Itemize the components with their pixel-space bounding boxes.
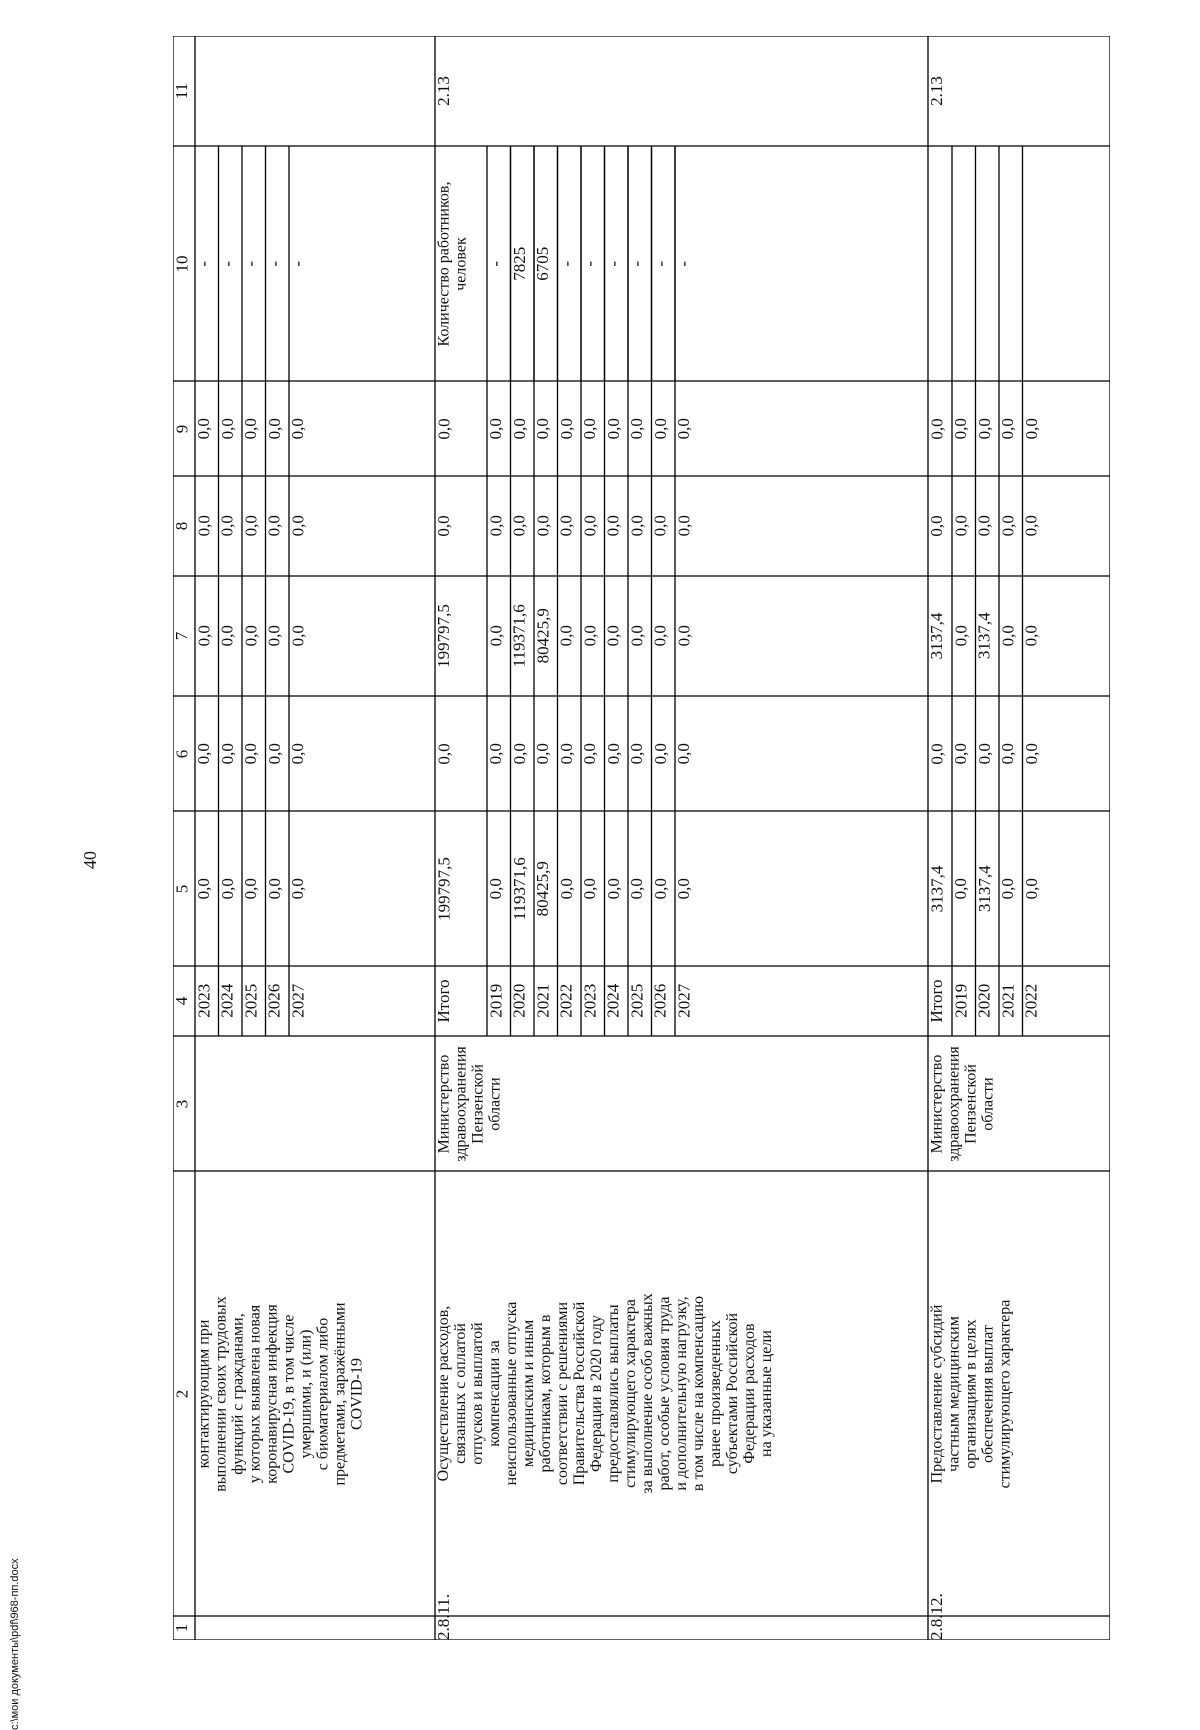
row-year: Итого: [927, 979, 946, 1023]
footer-file-path: c:\мои документы\pdf\968-пп.docx: [9, 1558, 21, 1730]
row-amount: 80425,9: [533, 860, 552, 917]
row-amount: 0,0: [434, 515, 453, 537]
row-amount: 0,0: [194, 625, 213, 647]
row-year: 2019: [951, 984, 970, 1018]
column-header-11: 11: [172, 82, 191, 100]
row-amount: 0,0: [627, 742, 646, 765]
row-year: 2026: [650, 984, 670, 1018]
row-year: 2022: [556, 984, 576, 1018]
row-amount: 0,0: [650, 417, 670, 440]
column-header-2: 2: [172, 1389, 191, 1398]
column-header-3: 3: [172, 1099, 191, 1108]
row-amount: 0,0: [580, 515, 599, 537]
row-amount: 0,0: [650, 515, 670, 537]
row-amount: 0,0: [194, 417, 213, 440]
row-year: 2019: [486, 984, 505, 1018]
row-amount: 0,0: [580, 742, 599, 765]
row-amount: 0,0: [627, 877, 646, 900]
column-header-9: 9: [172, 424, 191, 433]
row-amount: 0,0: [533, 417, 552, 440]
row-amount: 0,0: [974, 742, 994, 765]
row-amount: 0,0: [1021, 515, 1041, 537]
row-amount: 0,0: [674, 625, 693, 647]
row-year: 2023: [194, 984, 213, 1018]
row-amount: 0,0: [264, 417, 284, 440]
row-indicator-value: -: [627, 260, 646, 267]
indicator-label: Количество работников, человек: [435, 181, 469, 346]
column-header-4: 4: [172, 996, 191, 1006]
row-amount: 0,0: [627, 625, 646, 647]
row-amount: 0,0: [927, 417, 946, 440]
row-amount: 0,0: [627, 515, 646, 537]
row-amount: 0,0: [533, 742, 552, 765]
row-amount: 0,0: [264, 742, 284, 765]
row-year: 2022: [1021, 984, 1041, 1018]
row-amount: 80425,9: [533, 608, 552, 664]
row-amount: 0,0: [627, 417, 646, 440]
row-amount: 0,0: [951, 515, 970, 537]
column-header-6: 6: [172, 749, 191, 758]
row-amount: 0,0: [288, 625, 307, 647]
row-amount: 0,0: [674, 515, 693, 537]
row-amount: 0,0: [998, 625, 1017, 647]
row-amount: 0,0: [217, 515, 237, 537]
row-amount: 0,0: [241, 877, 260, 900]
row-amount: 3137,4: [974, 612, 994, 660]
row-amount: 0,0: [556, 417, 576, 440]
row-year: 2024: [217, 984, 237, 1018]
row-indicator-value: -: [580, 260, 599, 267]
row-amount: 119371,6: [509, 856, 529, 921]
row-amount: 0,0: [998, 742, 1017, 765]
row-amount: 0,0: [288, 742, 307, 765]
column-header-5: 5: [172, 884, 191, 893]
row-year: 2020: [974, 984, 994, 1018]
row-amount: 0,0: [434, 417, 453, 440]
row-amount: 0,0: [974, 417, 994, 440]
row-amount: 0,0: [1021, 417, 1041, 440]
row-amount: 0,0: [288, 877, 307, 900]
row-amount: 0,0: [486, 877, 505, 900]
budget-table: [173, 36, 1110, 1640]
row-amount: 3137,4: [927, 865, 946, 912]
row-indicator-value: -: [650, 260, 670, 267]
row-amount: 119371,6: [509, 604, 529, 668]
row-amount: 0,0: [650, 877, 670, 900]
row-indicator-value: -: [194, 260, 213, 267]
row-indicator-value: -: [288, 260, 307, 267]
row-year: 2027: [288, 984, 307, 1018]
row-amount: 0,0: [217, 625, 237, 647]
row-amount: 0,0: [264, 515, 284, 537]
row-amount: 0,0: [486, 515, 505, 537]
row-amount: 3137,4: [974, 865, 994, 912]
row-amount: 0,0: [674, 877, 693, 900]
row-amount: 0,0: [194, 742, 213, 765]
row-indicator-value: 6705: [533, 246, 552, 281]
row-amount: 0,0: [509, 417, 529, 440]
row-year: 2024: [603, 984, 623, 1018]
row-amount: 0,0: [927, 515, 946, 537]
row-amount: 0,0: [556, 742, 576, 765]
row-amount: 0,0: [974, 515, 994, 537]
row-amount: 0,0: [556, 515, 576, 537]
row-amount: 0,0: [1021, 625, 1041, 647]
row-indicator-value: -: [603, 260, 623, 267]
row-amount: 199797,5: [434, 604, 453, 668]
row-indicator-value: -: [264, 260, 284, 267]
row-amount: 0,0: [556, 877, 576, 900]
row-amount: 0,0: [603, 742, 623, 765]
row-indicator-value: -: [217, 260, 237, 267]
row-amount: 0,0: [927, 742, 946, 765]
row-indicator-value: 7825: [509, 246, 529, 281]
row-amount: 0,0: [580, 877, 599, 900]
row-amount: 0,0: [603, 417, 623, 440]
row-amount: 0,0: [288, 417, 307, 440]
row-indicator-value: -: [241, 260, 260, 267]
row-amount: 0,0: [603, 625, 623, 647]
row-indicator-value: -: [486, 260, 505, 267]
column-header-7: 7: [172, 631, 191, 641]
row-amount: 0,0: [951, 625, 970, 647]
row-amount: 0,0: [217, 742, 237, 765]
row-amount: 0,0: [650, 625, 670, 647]
row-amount: 0,0: [194, 515, 213, 537]
row-amount: 0,0: [998, 877, 1017, 900]
row-year: 2025: [627, 984, 646, 1018]
row-indicator-value: -: [556, 260, 576, 267]
row-amount: 3137,4: [927, 612, 946, 660]
row-amount: 0,0: [241, 515, 260, 537]
row-amount: 0,0: [650, 742, 670, 765]
section-description: Предоставление субсидий частным медицинским организациям в целях обеспечения выплат стимулирующего характера: [928, 1299, 1013, 1488]
section-number: 2.8.12.: [927, 1593, 946, 1640]
section-description: контактирующим при выполнении своих трудовых функций с гражданами, у которых выявлена новая коронавирусная инфекция COVID-19, в том числе умершими, и (или) с биоматериалом либо предметами, заражёнными COVID-19: [195, 1295, 365, 1492]
row-amount: 0,0: [194, 877, 213, 900]
row-amount: 0,0: [217, 417, 237, 440]
column-header-8: 8: [172, 521, 191, 531]
row-year: 2025: [241, 984, 260, 1018]
section-description: Осуществление расходов, связанных с оплатой отпусков и выплатой компенсации за неиспользованные отпуска медицинским и иным работникам, которым в соответствии с решениями Правительства Российской Федерации в 2020 году предоставлялись выплаты стимулирующего характера за выполнение особо важных работ, особые условия труда и дополнительную нагрузку, в том числе на компенсацию ранее произведенных субъектами Российской Федерации расходов на указанные цели: [435, 1293, 775, 1494]
section-executor: Министерство здравоохранения Пензенской области: [435, 1045, 503, 1162]
row-amount: 0,0: [674, 742, 693, 765]
row-year: Итого: [434, 979, 453, 1023]
row-amount: 0,0: [951, 417, 970, 440]
section-number: 2.8.11.: [434, 1593, 453, 1640]
row-amount: 0,0: [241, 417, 260, 440]
row-year: 2026: [264, 984, 284, 1018]
row-amount: 0,0: [674, 417, 693, 440]
row-amount: 0,0: [951, 877, 970, 900]
row-year: 2023: [580, 984, 599, 1018]
row-amount: 0,0: [434, 742, 453, 765]
row-amount: 0,0: [1021, 877, 1041, 900]
row-year: 2020: [509, 984, 529, 1018]
row-year: 2027: [674, 984, 693, 1018]
row-amount: 0,0: [951, 742, 970, 765]
row-amount: 0,0: [580, 417, 599, 440]
row-amount: 0,0: [241, 625, 260, 647]
row-amount: 0,0: [509, 742, 529, 765]
row-amount: 0,0: [556, 625, 576, 647]
row-amount: 199797,5: [434, 856, 453, 921]
row-amount: 0,0: [486, 625, 505, 647]
row-amount: 0,0: [486, 417, 505, 440]
row-amount: 0,0: [288, 515, 307, 537]
row-amount: 0,0: [603, 877, 623, 900]
section-reference: 2.13: [927, 76, 946, 106]
row-amount: 0,0: [264, 625, 284, 647]
row-amount: 0,0: [998, 417, 1017, 440]
row-amount: 0,0: [998, 515, 1017, 537]
row-amount: 0,0: [217, 877, 237, 900]
row-amount: 0,0: [533, 515, 552, 537]
row-amount: 0,0: [264, 877, 284, 900]
page-number: 40: [80, 851, 100, 869]
row-amount: 0,0: [1021, 742, 1041, 765]
column-header-10: 10: [172, 255, 191, 272]
row-amount: 0,0: [486, 742, 505, 765]
row-year: 2021: [533, 984, 552, 1018]
section-reference: 2.13: [434, 76, 453, 106]
section-executor: Министерство здравоохранения Пензенской области: [928, 1045, 996, 1162]
row-indicator-value: -: [674, 260, 693, 267]
column-header-1: 1: [172, 1623, 191, 1633]
row-amount: 0,0: [509, 515, 529, 537]
row-year: 2021: [998, 984, 1017, 1018]
row-amount: 0,0: [603, 515, 623, 537]
row-amount: 0,0: [580, 625, 599, 647]
row-amount: 0,0: [241, 742, 260, 765]
